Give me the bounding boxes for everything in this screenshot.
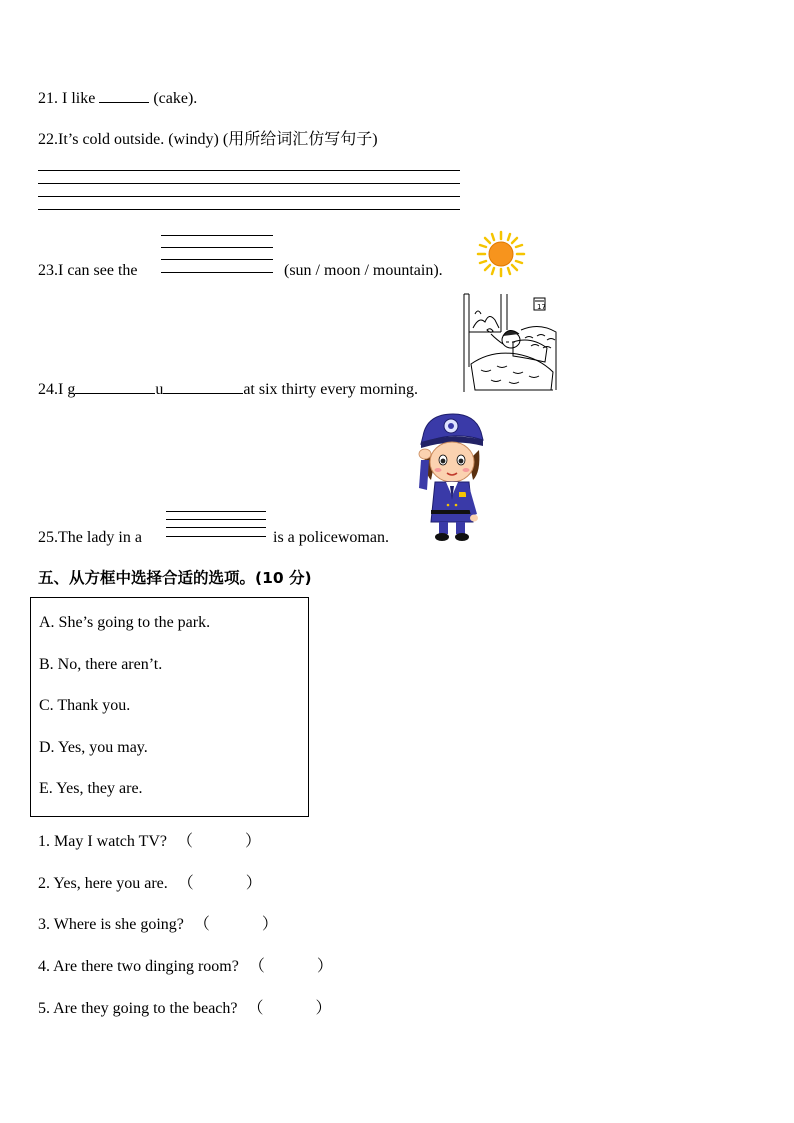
option-a: A. She’s going to the park. — [39, 614, 211, 631]
option-c: C. Thank you. — [39, 697, 131, 714]
four-line-23-3[interactable] — [161, 259, 273, 260]
answer-line-22-4[interactable] — [38, 209, 460, 210]
section-5-heading: 五、从方框中选择合适的选项。(10 分) — [38, 569, 312, 587]
four-line-23-2[interactable] — [161, 247, 273, 248]
question-24: 24.I g u at six thirty every morning. — [38, 381, 418, 398]
answer-line-22-3[interactable] — [38, 196, 460, 197]
question-25-suffix: is a policewoman. — [273, 529, 389, 546]
question-23-options: (sun / moon / mountain). — [284, 262, 443, 279]
blank-24-a[interactable] — [75, 379, 155, 394]
four-line-25-2[interactable] — [166, 519, 266, 520]
four-line-23-4[interactable] — [161, 272, 273, 273]
four-line-25-3[interactable] — [166, 527, 266, 528]
answer-line-22-2[interactable] — [38, 183, 460, 184]
question-23-prefix: 23.I can see the — [38, 262, 138, 279]
four-line-25-1[interactable] — [166, 511, 266, 512]
option-e: E. Yes, they are. — [39, 780, 143, 797]
option-b: B. No, there aren’t. — [39, 656, 163, 673]
bedroom-wakeup-illustration — [461, 292, 559, 394]
sun-icon — [476, 230, 526, 278]
blank-21[interactable] — [99, 88, 149, 103]
question-25-prefix: 25.The lady in a — [38, 529, 142, 546]
option-d: D. Yes, you may. — [39, 739, 148, 756]
question-21: 21. I like (cake). — [38, 90, 198, 107]
answer-line-22-1[interactable] — [38, 170, 460, 171]
match-question-4: 4. Are there two dinging room? （ ） — [38, 958, 333, 975]
match-question-1: 1. May I watch TV? （ ） — [38, 833, 262, 850]
blank-24-b[interactable] — [163, 379, 243, 394]
options-box — [30, 597, 309, 817]
policewoman-illustration — [413, 410, 489, 544]
match-question-2: 2. Yes, here you are. （ ） — [38, 875, 262, 892]
four-line-25-4[interactable] — [166, 536, 266, 537]
match-question-3: 3. Where is she going? （ ） — [38, 916, 278, 933]
match-question-5: 5. Are they going to the beach? （ ） — [38, 1000, 332, 1017]
svg-text:17: 17 — [537, 303, 546, 311]
question-22: 22.It’s cold outside. (windy) (用所给词汇仿写句子) — [38, 131, 378, 148]
four-line-23-1[interactable] — [161, 235, 273, 236]
